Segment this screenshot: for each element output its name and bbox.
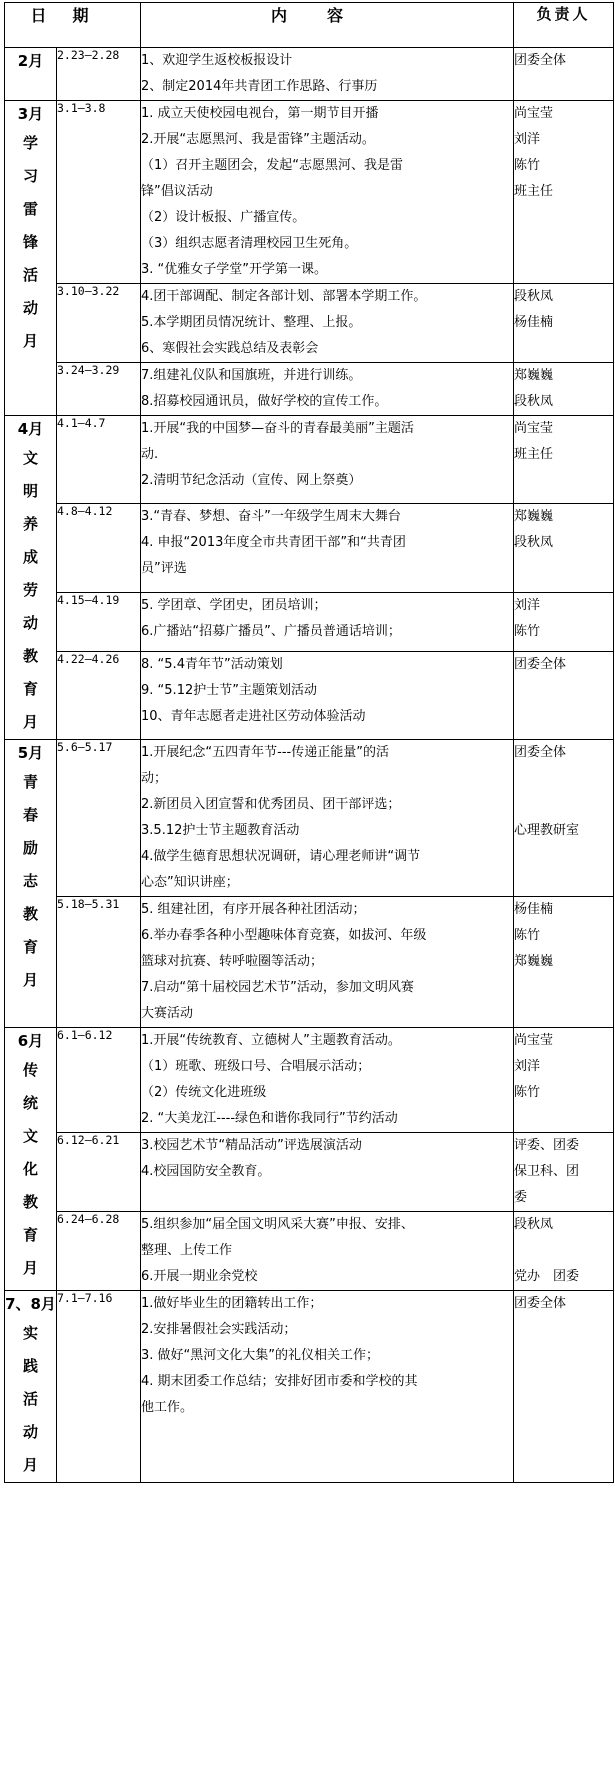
owner-cell	[514, 1291, 614, 1483]
content-cell	[141, 416, 514, 504]
content-cell	[141, 48, 514, 101]
table-row	[5, 897, 614, 1028]
content-cell	[141, 284, 514, 363]
content-line: 心态”知识讲座；	[141, 875, 239, 890]
owner-cell	[514, 48, 614, 101]
owner-name	[514, 766, 613, 792]
owner-cell	[514, 592, 614, 651]
content-line: 4. 申报“2013年度全市共青团干部”和“共青团	[141, 535, 406, 551]
owner-name	[514, 1238, 613, 1264]
content-line: 4. 期末团委工作总结；安排好团市委和学校的其	[141, 1374, 418, 1389]
owner-cell	[514, 740, 614, 897]
schedule-table	[4, 2, 614, 1483]
content-cell	[141, 651, 514, 739]
period-cell: 3.1—3.8	[57, 101, 141, 284]
period-cell: 4.8—4.12	[57, 504, 141, 592]
content-line: 动.	[141, 447, 159, 462]
owner-name: 委	[514, 1190, 528, 1205]
content-line: （1）召开主题团会，发起“志愿黑河、我是雷	[141, 158, 404, 173]
owner-name: 杨佳楠	[514, 902, 554, 917]
content-cell	[141, 363, 514, 416]
content-line: 1.开展“传统教育、立德树人”主题教育活动。	[141, 1033, 401, 1048]
content-line: 10、青年志愿者走进社区劳动体验活动	[141, 708, 366, 724]
period-cell: 2.23—2.28	[57, 48, 141, 101]
table-row	[5, 740, 614, 897]
owner-name: 心理教研室	[514, 823, 580, 838]
owner-cell	[514, 416, 614, 504]
month-cell	[5, 1291, 57, 1483]
period-cell: 4.22—4.26	[57, 651, 141, 739]
content-cell	[141, 1028, 514, 1133]
header-content: 内容	[141, 3, 514, 48]
month-title: 6月	[17, 1032, 44, 1050]
content-line: 动；	[141, 771, 168, 786]
month-theme: 文明养成劳动教育月	[22, 449, 38, 731]
content-line: 4.校园国防安全教育。	[141, 1164, 271, 1179]
owner-cell	[514, 1212, 614, 1291]
content-line: 1. 成立天使校园电视台，第一期节目开播	[141, 106, 379, 121]
content-line: 1、欢迎学生返校板报设计	[141, 53, 293, 68]
owner-name: 评委、团委	[514, 1138, 580, 1153]
month-title: 7、8月	[5, 1295, 56, 1313]
period-cell: 4.1—4.7	[57, 416, 141, 504]
content-cell	[141, 504, 514, 592]
content-line: 5.组织参加“届全国文明风采大赛”申报、安排、	[141, 1217, 414, 1232]
table-row	[5, 416, 614, 504]
month-cell	[5, 48, 57, 101]
table-row	[5, 1028, 614, 1133]
content-line: 5. 学团章、学团史，团员培训；	[141, 597, 327, 613]
content-line: （2）传统文化进班级	[141, 1085, 267, 1100]
owner-cell	[514, 897, 614, 1028]
month-title: 3月	[17, 105, 44, 123]
month-title: 2月	[17, 52, 44, 70]
content-line: 6.广播站“招募广播员”、广播员普通话培训；	[141, 623, 401, 639]
period-cell: 5.6—5.17	[57, 740, 141, 897]
owner-name: 段秋凤	[514, 1217, 554, 1232]
month-theme: 学习雷锋活动月	[22, 134, 38, 350]
content-line: 7.组建礼仪队和国旗班，并进行训练。	[141, 368, 362, 383]
owner-name: 党办 团委	[514, 1269, 580, 1284]
content-line: 1.开展“我的中国梦—奋斗的青春最美丽”主题活	[141, 421, 414, 436]
content-line: 8. “5.4青年节”活动策划	[141, 656, 283, 672]
owner-cell	[514, 651, 614, 739]
content-line: 2、制定2014年共青团工作思路、行事历	[141, 79, 378, 94]
owner-name: 尚宝莹	[514, 1033, 554, 1048]
owner-name: 刘洋	[514, 597, 541, 613]
content-line: 6、寒假社会实践总结及表彰会	[141, 341, 319, 356]
owner-name: 段秋凤	[514, 535, 554, 551]
content-line: 1.开展纪念“五四青年节---传递正能量”的活	[141, 745, 389, 760]
content-line: 7.启动“第十届校园艺术节”活动，参加文明风赛	[141, 980, 414, 995]
table-row	[5, 1212, 614, 1291]
content-line: 6.举办春季各种小型趣味体育竞赛，如拔河、年级	[141, 928, 427, 943]
header-row	[5, 3, 614, 48]
content-line: 5.本学期团员情况统计、整理、上报。	[141, 315, 362, 330]
owner-name: 团委全体	[514, 656, 567, 672]
owner-name: 杨佳楠	[514, 315, 554, 330]
owner-name: 陈竹	[514, 928, 541, 943]
content-line: 员”评选	[141, 561, 187, 577]
content-line: 4.团干部调配、制定各部计划、部署本学期工作。	[141, 289, 427, 304]
month-cell	[5, 416, 57, 740]
content-line: 篮球对抗赛、转呼啦圈等活动；	[141, 954, 324, 969]
table-row	[5, 48, 614, 101]
content-cell	[141, 592, 514, 651]
header-owner: 负责人	[514, 3, 614, 48]
period-cell: 5.18—5.31	[57, 897, 141, 1028]
table-row	[5, 363, 614, 416]
content-line: 3.“青春、梦想、奋斗”一年级学生周末大舞台	[141, 509, 401, 525]
content-line: （2）设计板报、广播宣传。	[141, 210, 306, 225]
table-row	[5, 284, 614, 363]
content-line: 9. “5.12护士节”主题策划活动	[141, 682, 317, 698]
owner-name: 班主任	[514, 184, 554, 199]
content-line: 锋”倡议活动	[141, 184, 213, 199]
content-line: 2.新团员入团宣誓和优秀团员、团干部评选；	[141, 797, 401, 812]
content-line: 5. 组建社团，有序开展各种社团活动；	[141, 902, 366, 917]
content-line: 大赛活动	[141, 1006, 194, 1021]
owner-cell	[514, 1133, 614, 1212]
owner-name: 郑巍巍	[514, 368, 554, 383]
content-line: 3. 做好“黑河文化大集”的礼仪相关工作；	[141, 1348, 380, 1363]
content-cell	[141, 101, 514, 284]
owner-cell	[514, 284, 614, 363]
owner-name: 郑巍巍	[514, 954, 554, 969]
table-row	[5, 592, 614, 651]
content-line: 他工作。	[141, 1400, 194, 1415]
content-cell	[141, 1291, 514, 1483]
content-cell	[141, 1212, 514, 1291]
period-cell: 6.24—6.28	[57, 1212, 141, 1291]
content-line: 4.做学生德育思想状况调研，请心理老师讲“调节	[141, 849, 421, 864]
content-line: 6.开展一期业余党校	[141, 1269, 258, 1284]
content-cell	[141, 897, 514, 1028]
content-line: 8.招募校园通讯员，做好学校的宣传工作。	[141, 394, 388, 409]
period-cell: 6.1—6.12	[57, 1028, 141, 1133]
month-title: 5月	[17, 744, 44, 762]
owner-name: 郑巍巍	[514, 509, 554, 525]
table-row	[5, 101, 614, 284]
content-line: 整理、上传工作	[141, 1243, 233, 1258]
content-line: 2. “大美龙江----绿色和谐你我同行”节约活动	[141, 1111, 398, 1126]
owner-name: 刘洋	[514, 132, 541, 147]
owner-name: 团委全体	[514, 53, 567, 68]
period-cell: 4.15—4.19	[57, 592, 141, 651]
owner-cell	[514, 1028, 614, 1133]
content-line: 1.做好毕业生的团籍转出工作；	[141, 1296, 323, 1311]
table-row	[5, 504, 614, 592]
owner-name: 班主任	[514, 447, 554, 462]
owner-name: 陈竹	[514, 623, 541, 639]
table-row	[5, 1133, 614, 1212]
content-line: （3）组织志愿者清理校园卫生死角。	[141, 236, 358, 251]
content-cell	[141, 1133, 514, 1212]
header-date: 日期	[5, 3, 141, 48]
owner-name: 尚宝莹	[514, 106, 554, 121]
owner-name	[514, 792, 613, 818]
content-line: 2.安排暑假社会实践活动；	[141, 1322, 297, 1337]
month-theme: 传统文化教育月	[22, 1061, 38, 1277]
period-cell: 3.10—3.22	[57, 284, 141, 363]
content-line: （1）班歌、班级口号、合唱展示活动；	[141, 1059, 371, 1074]
owner-name: 段秋凤	[514, 289, 554, 304]
content-cell	[141, 740, 514, 897]
content-line: 3.5.12护士节主题教育活动	[141, 823, 300, 838]
owner-name: 陈竹	[514, 158, 541, 173]
table-row	[5, 1291, 614, 1483]
owner-name: 团委全体	[514, 745, 567, 760]
owner-cell	[514, 101, 614, 284]
month-theme: 青春励志教育月	[22, 773, 38, 989]
month-cell	[5, 101, 57, 416]
table-row	[5, 651, 614, 739]
owner-cell	[514, 504, 614, 592]
owner-name: 团委全体	[514, 1296, 567, 1311]
owner-name: 段秋凤	[514, 394, 554, 409]
month-cell	[5, 1028, 57, 1291]
content-line: 3. “优雅女子学堂”开学第一课。	[141, 262, 328, 277]
owner-cell	[514, 363, 614, 416]
owner-name: 陈竹	[514, 1085, 541, 1100]
period-cell: 3.24—3.29	[57, 363, 141, 416]
schedule-body	[5, 48, 614, 1483]
content-line: 2.开展“志愿黑河、我是雷锋”主题活动。	[141, 132, 375, 147]
owner-name: 保卫科、团	[514, 1164, 580, 1179]
month-theme: 实践活动月	[22, 1324, 38, 1474]
owner-name: 刘洋	[514, 1059, 541, 1074]
period-cell: 6.12—6.21	[57, 1133, 141, 1212]
content-line: 2.清明节纪念活动（宣传、网上祭奠）	[141, 473, 362, 488]
owner-name: 尚宝莹	[514, 421, 554, 436]
content-line: 3.校园艺术节“精品活动”评选展演活动	[141, 1138, 362, 1153]
period-cell: 7.1—7.16	[57, 1291, 141, 1483]
month-cell	[5, 740, 57, 1028]
month-title: 4月	[17, 420, 44, 438]
